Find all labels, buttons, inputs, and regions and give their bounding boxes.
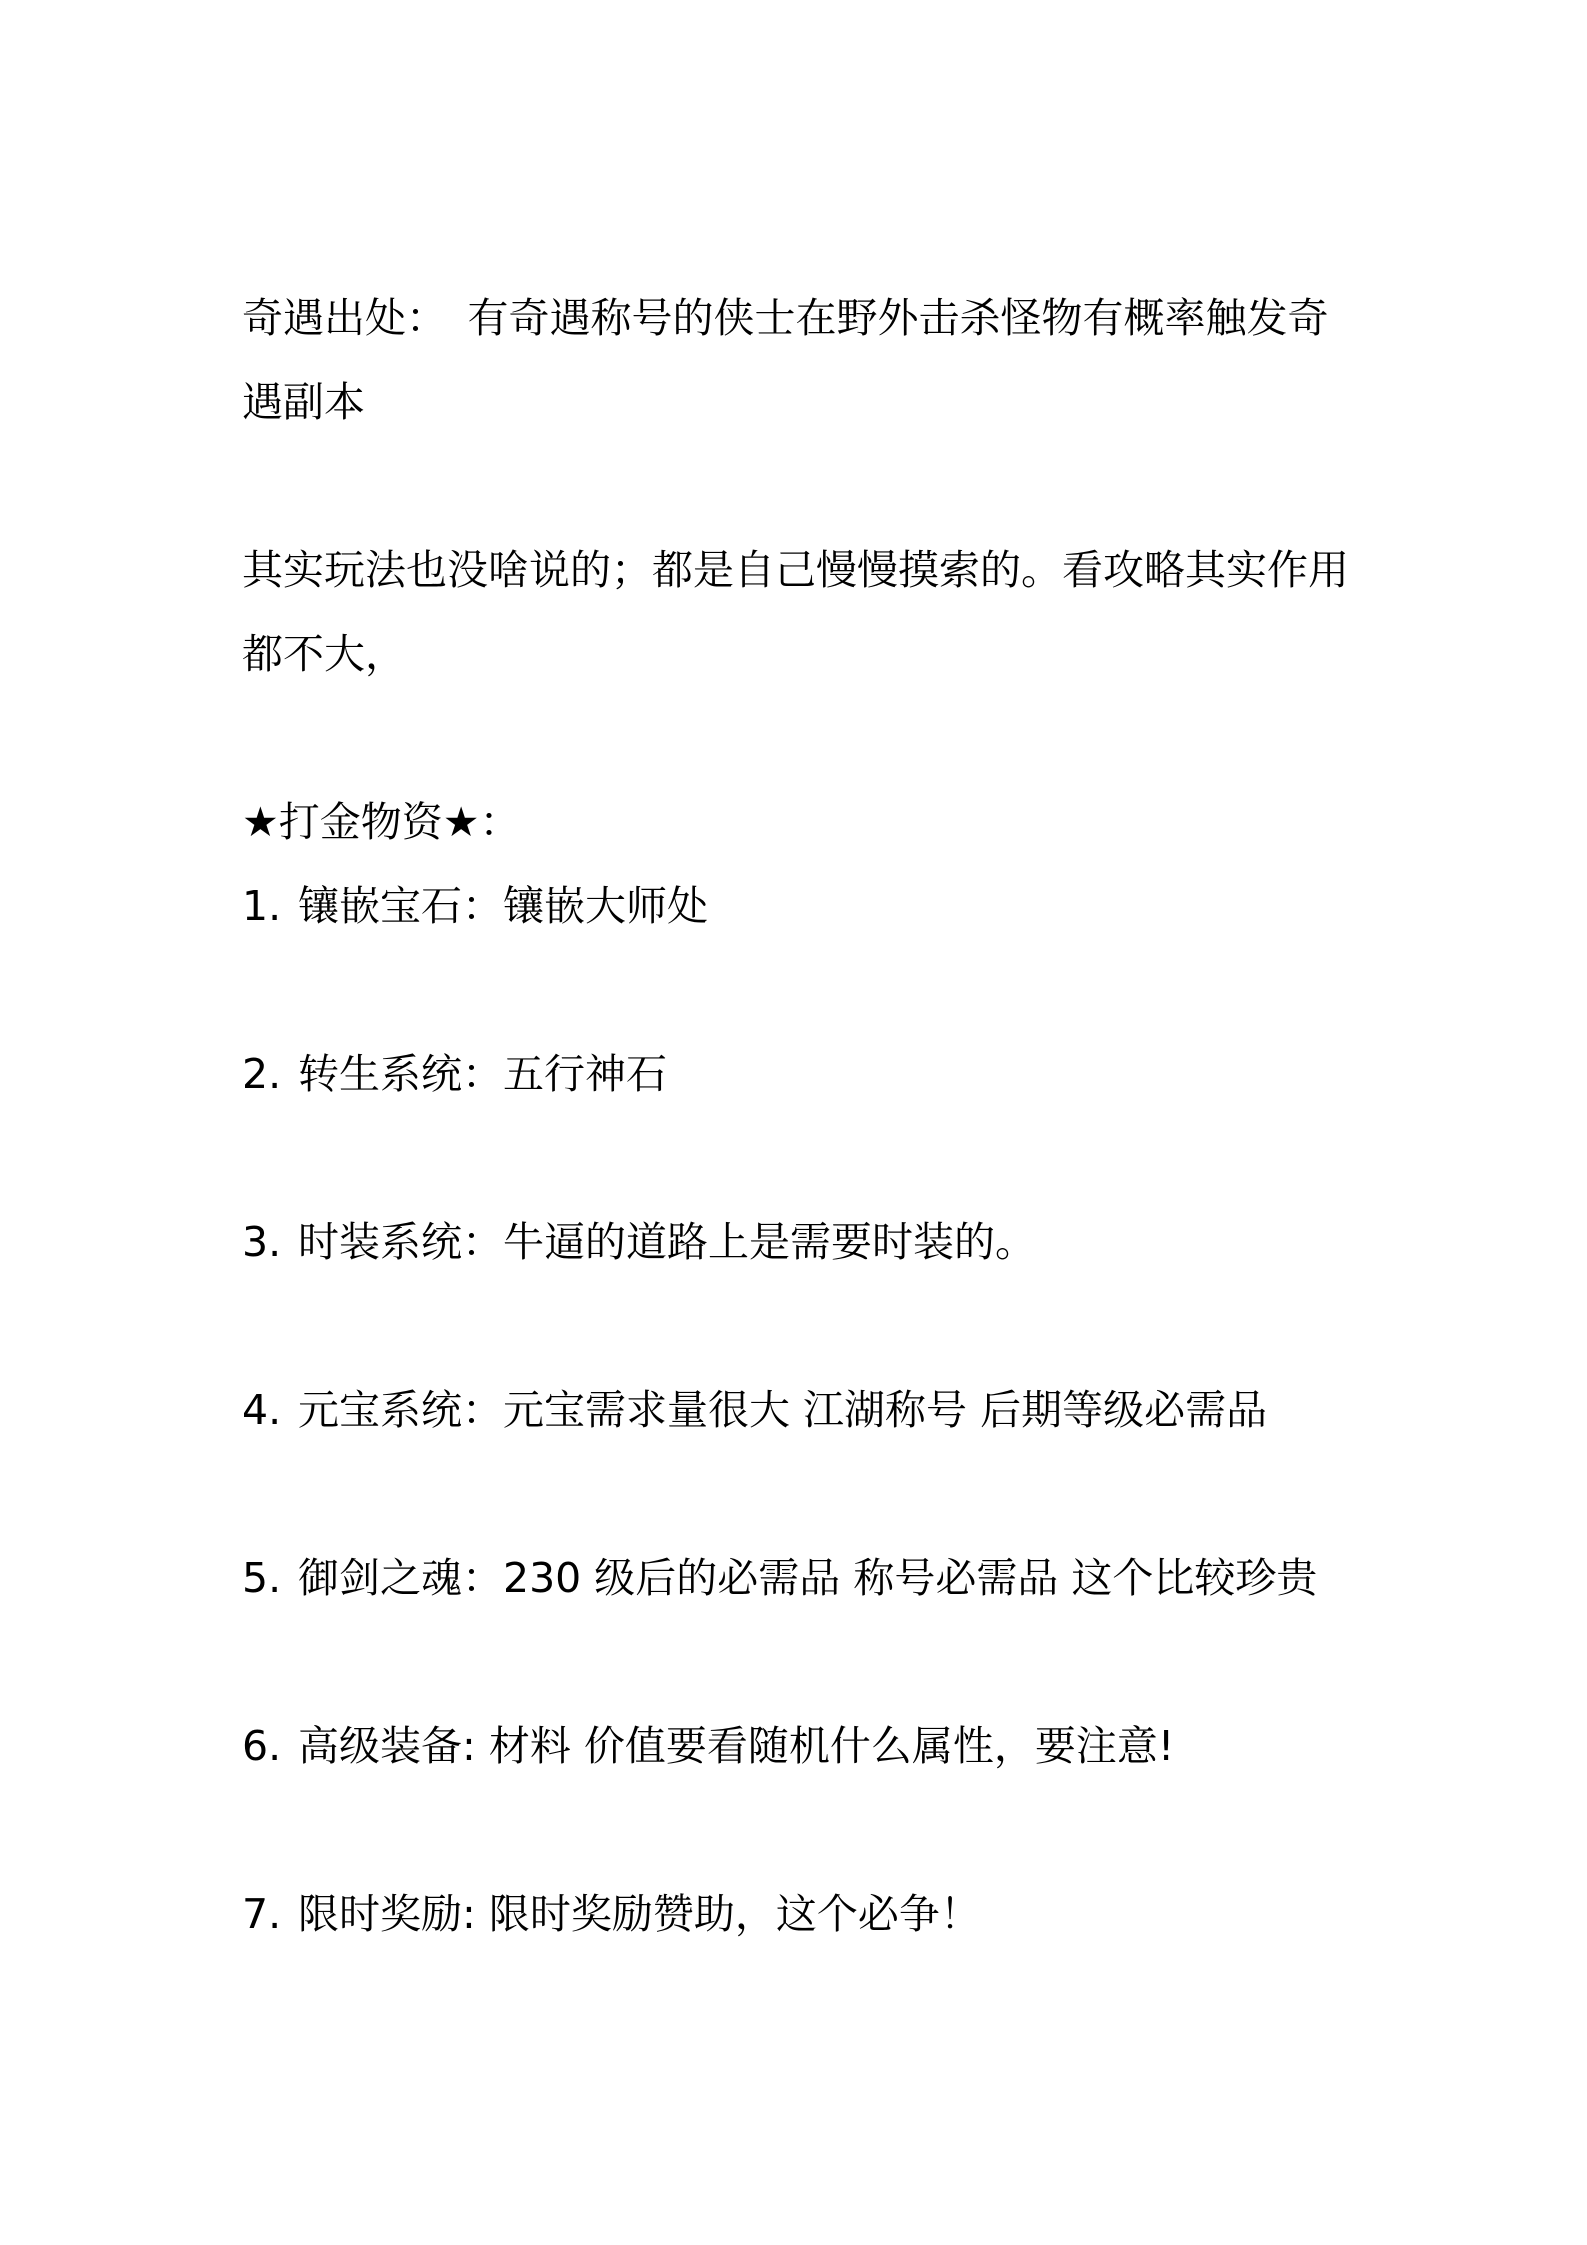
list-item-text: 元宝系统：元宝需求量很大 江湖称号 后期等级必需品 [298,1386,1268,1434]
list-item [242,1548,1362,1608]
list-item-number: 4. [242,1386,282,1434]
section-heading-gold-materials: ★打金物资★： [242,798,521,846]
list-item [242,1380,1362,1440]
paragraph-encounter-source: 奇遇出处： 有奇遇称号的侠士在野外击杀怪物有概率触发奇遇副本 [242,294,1329,426]
list-item-text: 限时奖励: 限时奖励赞助，这个必争！ [298,1890,981,1938]
list-item [242,1044,1362,1104]
list-item-text: 御剑之魂：230 级后的必需品 称号必需品 这个比较珍贵 [298,1554,1318,1602]
list-item-number: 2. [242,1050,282,1098]
list-item-number: 6. [242,1722,282,1770]
list-item [242,1884,1362,1944]
list-item [242,876,1362,936]
list-item-number: 5. [242,1554,282,1602]
list-item-text: 镶嵌宝石：镶嵌大师处 [298,882,708,930]
list-item-number: 3. [242,1218,282,1266]
list-item-number: 1. [242,882,282,930]
list-item [242,1212,1362,1272]
list-item [242,1716,1362,1776]
list-item-text: 高级装备: 材料 价值要看随机什么属性，要注意! [298,1722,1175,1770]
list-item-text: 时装系统：牛逼的道路上是需要时装的。 [298,1218,1036,1266]
list-item-text: 转生系统：五行神石 [298,1050,667,1098]
paragraph-gameplay-note: 其实玩法也没啥说的；都是自己慢慢摸索的。看攻略其实作用都不大， [242,546,1349,678]
list-item-number: 7. [242,1890,282,1938]
